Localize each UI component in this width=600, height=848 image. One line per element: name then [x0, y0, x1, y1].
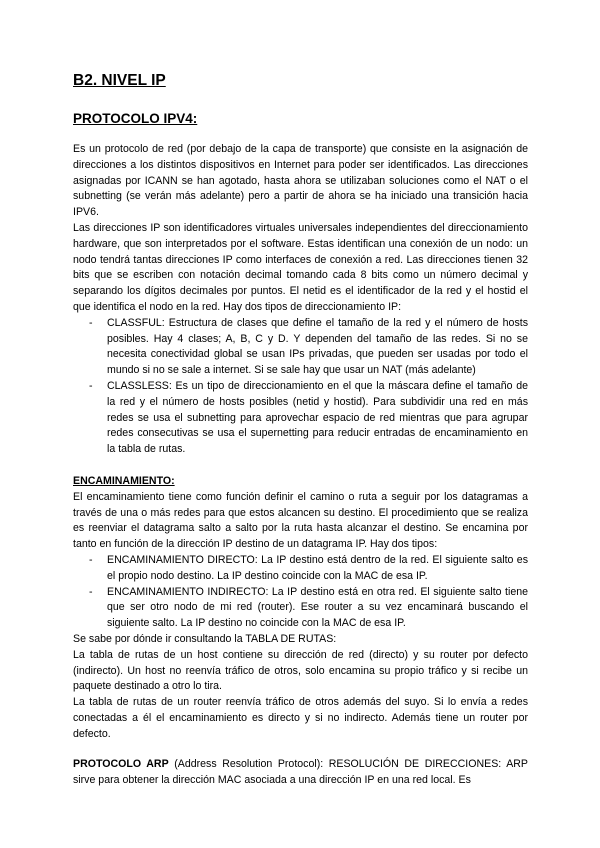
arp-lead: PROTOCOLO ARP — [73, 758, 169, 771]
routing-types-list — [73, 553, 528, 632]
list-item: - ENCAMINAMIENTO INDIRECTO: La IP destino está en otra red. El siguiente salto tiene que ser otro nodo de mi red (router). Ese router a su vez encaminará buscando el siguiente salto. La IP destino no coincide con la MAC de esa IP. — [106, 585, 528, 632]
list-item: - CLASSLESS: Es un tipo de direccionamiento en el que la máscara define el tamaño de la red y el número de hosts posibles (netid y hostid). Para subdividir una red en más redes se usa el subnetting para aprovechar espacio de red mientras que para agrupar redes consecutivas se usa el supernetting para reducir entradas de encaminamiento en la tabla de rutas. — [106, 379, 528, 458]
encaminamiento-paragraph-2: Se sabe por dónde ir consultando la TABLA DE RUTAS: — [73, 632, 337, 645]
ipv4-paragraph-1: Es un protocolo de red (por debajo de la capa de transporte) que consiste en la asignación de direcciones a los distintos dispositivos en Internet para poder ser identificados. Las direcciones asignadas por ICANN se han agotado, hasta ahora se utilizaban soluciones como el NAT o el subnetting (se verán más adelante) pero a partir de ahora se ha iniciado una transición hacia IPV6. — [73, 143, 528, 219]
ipv4-paragraph-2: Las direcciones IP son identificadores virtuales universales independientes del direccionamiento hardware, que son interpretados por el software. Estas identifican una conexión de un nodo: un nodo tendrá tantas direcciones IP como interfaces de conexión a red. Las direcciones tienen 32 bits que se escriben con notación decimal tomando cada 8 bits como un número decimal y separando los dígitos decimales por puntos. El netid es el identificador de la red y el hostid el que identifica el nodo en la red. Hay dos tipos de direccionamiento IP: — [73, 221, 528, 313]
list-item: - CLASSFUL: Estructura de clases que define el tamaño de la red y el número de hosts posibles. Hay 4 clases; A, B, C y D. Y dependen del tamaño de las redes. Si no se necesita conectividad global se usan IPs privadas, que pueden ser usadas por todo el mundo si no se sale a internet. Si se sale hay que usar un NAT (más adelante) — [106, 316, 528, 379]
ipv4-heading: PROTOCOLO IPV4: — [73, 111, 198, 126]
list-item: - ENCAMINAMIENTO DIRECTO: La IP destino está dentro de la red. El siguiente salto es el propio nodo destino. La IP destino coincide con la MAC de esa IP. — [106, 553, 528, 585]
encaminamiento-paragraph-3: La tabla de rutas de un host contiene su dirección de red (directo) y su router por defecto (indirecto). Un host no reenvía tráfico de otros, solo encamina su propio tráfico y si recibe un paquete destinado a otro lo tira. — [73, 648, 528, 693]
page-title: B2. NIVEL IP — [73, 72, 166, 89]
addressing-types-list — [73, 316, 528, 458]
arp-paragraph — [73, 757, 528, 789]
arp-text: (Address Resolution Protocol): RESOLUCIÓN DE DIRECCIONES: ARP sirve para obtener la dirección MAC asociada a una dirección IP en una red local. Es — [73, 758, 528, 787]
encaminamiento-paragraph-4: La tabla de rutas de un router reenvía tráfico de otros además del suyo. Si lo envía a redes conectadas a él el encaminamiento es directo y si no indirecto. Además tiene un router por defecto. — [73, 696, 528, 740]
encaminamiento-paragraph-1: El encaminamiento tiene como función definir el camino o ruta a seguir por los datagramas a través de una o más redes para que estos alcancen su destino. El procedimiento que se realiza es reenviar el datagrama salto a salto por la ruta hasta alcanzar el destino. Se encamina por tanto en función de la dirección IP destino de un datagrama IP. Hay dos tipos: — [73, 490, 528, 551]
encaminamiento-heading: ENCAMINAMIENTO: — [73, 474, 175, 487]
